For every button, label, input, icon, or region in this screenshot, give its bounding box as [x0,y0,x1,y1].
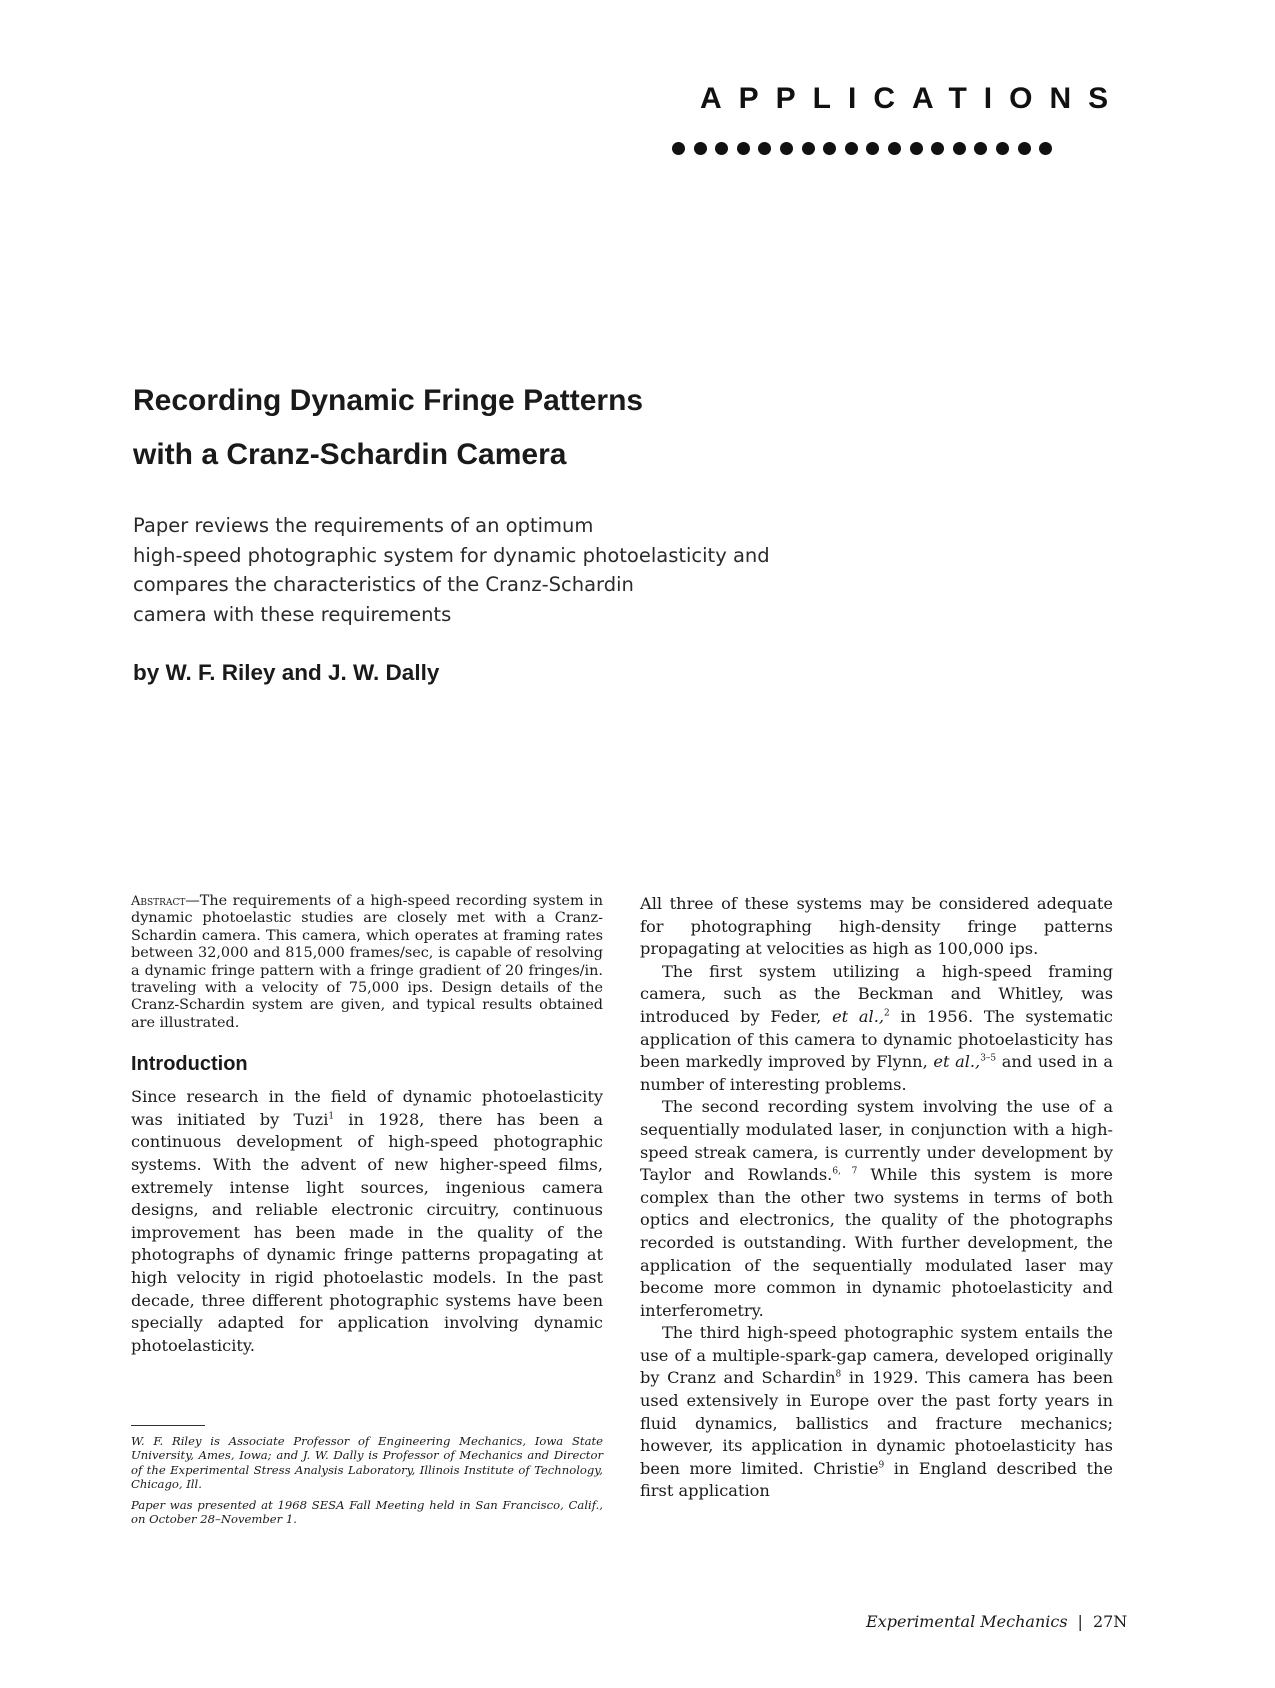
bullet-dot-icon [715,142,728,155]
paragraph-text: in 1956. The systematic application of this camera to dynamic photoelasticity has been markedly improved by Flynn, [640,1006,1113,1072]
footnote-rule [131,1425,205,1426]
subtitle-line: high-speed photographic system for dynamic photoelasticity and [133,543,770,567]
bullet-dot-icon [888,142,901,155]
author-byline: by W. F. Riley and J. W. Dally [133,660,440,685]
left-column [131,893,603,1357]
bullet-dot-icon [931,142,944,155]
paragraph-text: in England described the first application [640,1458,1113,1501]
subtitle-line: compares the characteristics of the Cranz-Schardin [133,573,634,596]
bullet-dot-icon [672,142,685,155]
footnotes [131,1425,603,1532]
subtitle-line: camera with these requirements [133,602,452,626]
section-label: APPLICATIONS [700,82,1126,115]
body-paragraph: All three of these systems may be considered adequate for photographing high-density fringe patterns propagating at velocities as high as 100,000 ips. [640,894,1113,959]
reference-marker: 1 [328,1111,335,1122]
paragraph-text: The first system utilizing a high-speed framing camera, such as the Beckman and Whitley, was introduced by Feder, [640,961,1113,1026]
bullet-dot-icon [802,142,815,155]
abstract [131,893,603,1032]
bullet-dot-icon [758,142,771,155]
bullet-dot-icon [974,142,987,155]
subtitle-line: Paper reviews the requirements of an optimum [133,514,594,537]
reference-marker: 3–5 [980,1053,997,1064]
article-subtitle [133,511,813,629]
bullet-dot-icon [1018,142,1031,155]
reference-marker: 6, 7 [832,1166,858,1177]
paragraph-text: and used in a number of interesting problems. [640,1052,1113,1094]
author-affiliation-footnote: W. F. Riley is Associate Professor of Engineering Mechanics, Iowa State University, Ames, Iowa; and J. W. Dally is Professor of Mechanics and Director of the Experimental Stress Analysis Laboratory, Illinois Institute of Technology, Chicago, Ill. [131,1434,603,1492]
page-footer [866,1612,1127,1631]
reference-marker: 2 [884,1008,890,1019]
paragraph-text: The third high-speed photographic system entails the use of a multiple-spark-gap camera, developed originally by Cranz and Schardin [640,1323,1113,1388]
bullet-dot-icon [1039,142,1052,155]
decorative-dot-row [672,142,1052,155]
page-number: 27N [1092,1612,1128,1631]
footer-separator: | [1077,1612,1083,1631]
abstract-label: Abstract [131,894,186,909]
presentation-footnote: Paper was presented at 1968 SESA Fall Meeting held in San Francisco, Calif., on October 28–November 1. [131,1497,603,1527]
title-line-2: with a Cranz-Schardin Camera [133,438,567,471]
right-column [640,893,1113,1503]
citation-etal: et al., [933,1052,981,1072]
paragraph-text: in 1929. This camera has been used extensively in Europe over the past forty years in fluid dynamics, ballistics and fracture mechanics; however, its application in dynamic photoelasticity has been more limited. Christie [640,1368,1114,1478]
reference-marker: 8 [835,1370,842,1381]
body-paragraph [640,1322,1113,1503]
article-title [133,374,833,482]
journal-name: Experimental Mechanics [866,1612,1068,1631]
bullet-dot-icon [694,142,707,155]
bullet-dot-icon [780,142,793,155]
citation-etal: et al., [832,1006,884,1026]
reference-marker: 9 [878,1460,885,1471]
bullet-dot-icon [910,142,923,155]
paragraph-text: The second recording system involving the use of a sequentially modulated laser, in conjunction with a high-speed streak camera, is currently under development by Taylor and Rowlands. [640,1097,1113,1185]
bullet-dot-icon [737,142,750,155]
bullet-dot-icon [953,142,966,155]
bullet-dot-icon [845,142,858,155]
title-line-1: Recording Dynamic Fringe Patterns [133,384,644,417]
body-paragraph [640,961,1113,1097]
paragraph-text: While this system is more complex than the other two systems in terms of both optics and electronics, the quality of the photographs recorded is outstanding. With further development, the application of the sequentially modulated laser may become more common in dynamic photoelasticity and interferometry. [640,1165,1113,1320]
bullet-dot-icon [996,142,1009,155]
bullet-dot-icon [866,142,879,155]
introduction-paragraph [131,1086,603,1357]
paragraph-text: in 1928, there has been a continuous development of high-speed photographic systems. With the advent of new higher-speed films, extremely intense light sources, ingenious camera designs, and reliable electronic circuitry, continuous improvement has been made in the quality of the photographs of dynamic fringe patterns propagating at high velocity in rigid photoelastic models. In the past decade, three different photographic systems have been specially adapted for application involving dynamic photoelasticity. [131,1109,603,1355]
introduction-heading: Introduction [131,1053,248,1076]
body-paragraph [640,1096,1113,1322]
paragraph-text: Since research in the field of dynamic photoelasticity was initiated by Tuzi [131,1087,603,1129]
bullet-dot-icon [823,142,836,155]
abstract-text: —The requirements of a high-speed recording system in dynamic photoelastic studies are closely met with a Cranz-Schardin camera. This camera, which operates at framing rates between 32,000 and 815,000 frames/sec, is capable of resolving a dynamic fringe pattern with a fringe gradient of 20 fringes/in. traveling with a velocity of 75,000 ips. Design details of the Cranz-Schardin system are given, and typical results obtained are illustrated. [131,893,603,1031]
